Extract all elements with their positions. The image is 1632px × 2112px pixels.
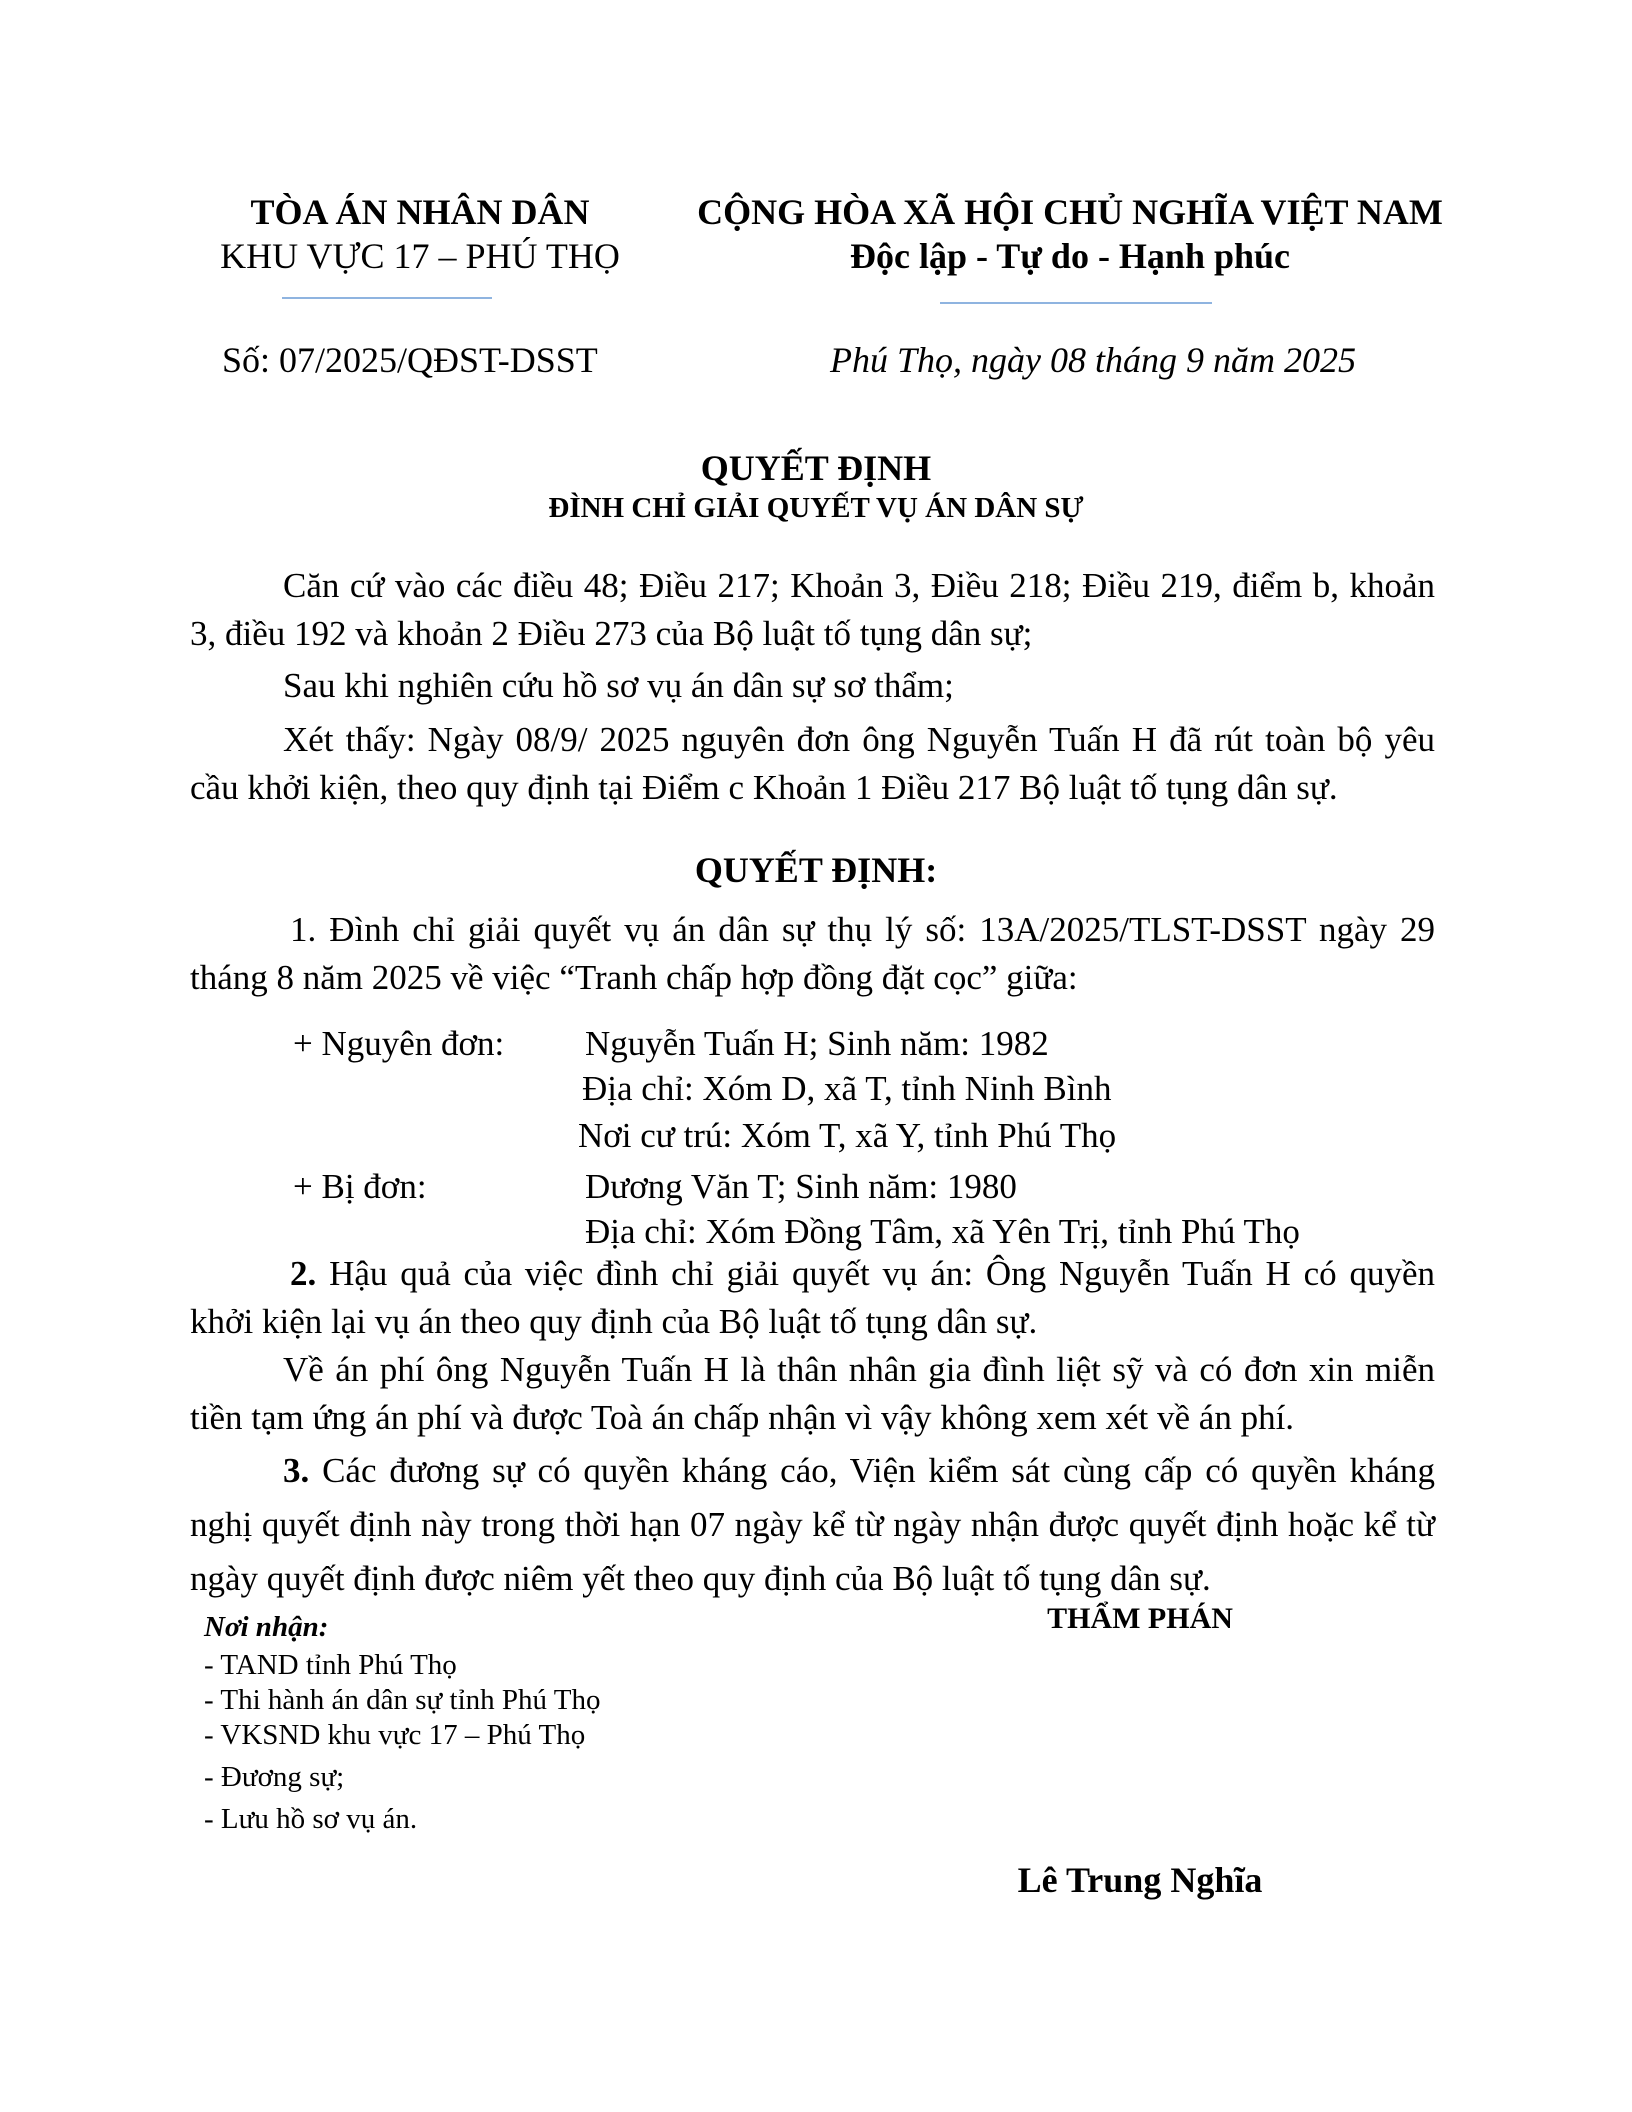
recipient-item: - Lưu hồ sơ vụ án. — [204, 1803, 418, 1835]
decision-item-2 — [190, 1250, 1435, 1346]
research-paragraph: Sau khi nghiên cứu hồ sơ vụ án dân sự sơ thẩm; — [283, 666, 954, 705]
recipient-item: - Thi hành án dân sự tỉnh Phú Thọ — [204, 1684, 601, 1716]
decision-item-1: 1. Đình chỉ giải quyết vụ án dân sự thụ lý số: 13A/2025/TLST-DSST ngày 29 tháng 8 năm 2025 về việc “Tranh chấp hợp đồng đặt cọc” giữa: — [190, 910, 1435, 997]
decision-item-3 — [190, 1444, 1435, 1606]
plaintiff-name: Nguyễn Tuấn H; Sinh năm: 1982 — [585, 1024, 1049, 1063]
country-motto: Độc lập - Tự do - Hạnh phúc — [849, 236, 1291, 276]
plaintiff-label: + Nguyên đơn: — [293, 1024, 505, 1063]
recipient-item: - Đương sự; — [204, 1761, 345, 1793]
defendant-name: Dương Văn T; Sinh năm: 1980 — [585, 1167, 1017, 1206]
item-2-text: Hậu quả của việc đình chỉ giải quyết vụ án: Ông Nguyễn Tuấn H có quyền khởi kiện lại vụ án theo quy định của Bộ luật tố tụng dân sự. — [190, 1254, 1435, 1341]
country-name: CỘNG HÒA XÃ HỘI CHỦ NGHĨA VIỆT NAM — [697, 192, 1443, 232]
defendant-address: Địa chỉ: Xóm Đồng Tâm, xã Yên Trị, tỉnh Phú Thọ — [585, 1212, 1300, 1251]
legal-basis-paragraph: Căn cứ vào các điều 48; Điều 217; Khoản 3, Điều 218; Điều 219, điểm b, khoản 3, điều 192 và khoản 2 Điều 273 của Bộ luật tố tụng dân sự; — [190, 566, 1435, 653]
recipients-label: Nơi nhận: — [204, 1611, 329, 1643]
document-subtitle: ĐÌNH CHỈ GIẢI QUYẾT VỤ ÁN DÂN SỰ — [548, 492, 1084, 524]
motto-divider — [940, 302, 1212, 304]
consideration-paragraph: Xét thấy: Ngày 08/9/ 2025 nguyên đơn ông Nguyễn Tuấn H đã rút toàn bộ yêu cầu khởi kiện, theo quy định tại Điểm c Khoản 1 Điều 217 Bộ luật tố tụng dân sự. — [190, 720, 1435, 807]
court-name: TÒA ÁN NHÂN DÂN — [250, 192, 590, 232]
court-fee-paragraph: Về án phí ông Nguyễn Tuấn H là thân nhân gia đình liệt sỹ và có đơn xin miễn tiền tạm ứng án phí và được Toà án chấp nhận vì vậy không xem xét về án phí. — [190, 1350, 1435, 1437]
court-divider — [282, 297, 492, 299]
place-date: Phú Thọ, ngày 08 tháng 9 năm 2025 — [830, 340, 1356, 380]
plaintiff-residence: Nơi cư trú: Xóm T, xã Y, tỉnh Phú Thọ — [578, 1116, 1117, 1155]
decision-heading: QUYẾT ĐỊNH: — [694, 850, 938, 890]
document-title: QUYẾT ĐỊNH — [700, 448, 932, 488]
court-area: KHU VỰC 17 – PHÚ THỌ — [220, 236, 620, 276]
item-3-number: 3. — [283, 1451, 310, 1490]
signer-name: Lê Trung Nghĩa — [1017, 1860, 1263, 1900]
recipient-item: - TAND tỉnh Phú Thọ — [204, 1649, 457, 1681]
plaintiff-address: Địa chỉ: Xóm D, xã T, tỉnh Ninh Bình — [582, 1069, 1112, 1108]
item-2-number: 2. — [290, 1254, 317, 1293]
recipient-item: - VKSND khu vực 17 – Phú Thọ — [204, 1719, 586, 1751]
signer-title: THẨM PHÁN — [1047, 1602, 1233, 1635]
item-3-text: Các đương sự có quyền kháng cáo, Viện kiểm sát cùng cấp có quyền kháng nghị quyết định này trong thời hạn 07 ngày kể từ ngày nhận được quyết định hoặc kể từ ngày quyết định được niêm yết theo quy định của Bộ luật tố tụng dân sự. — [190, 1451, 1435, 1598]
defendant-label: + Bị đơn: — [293, 1167, 427, 1206]
document-number: Số: 07/2025/QĐST-DSST — [222, 340, 598, 380]
